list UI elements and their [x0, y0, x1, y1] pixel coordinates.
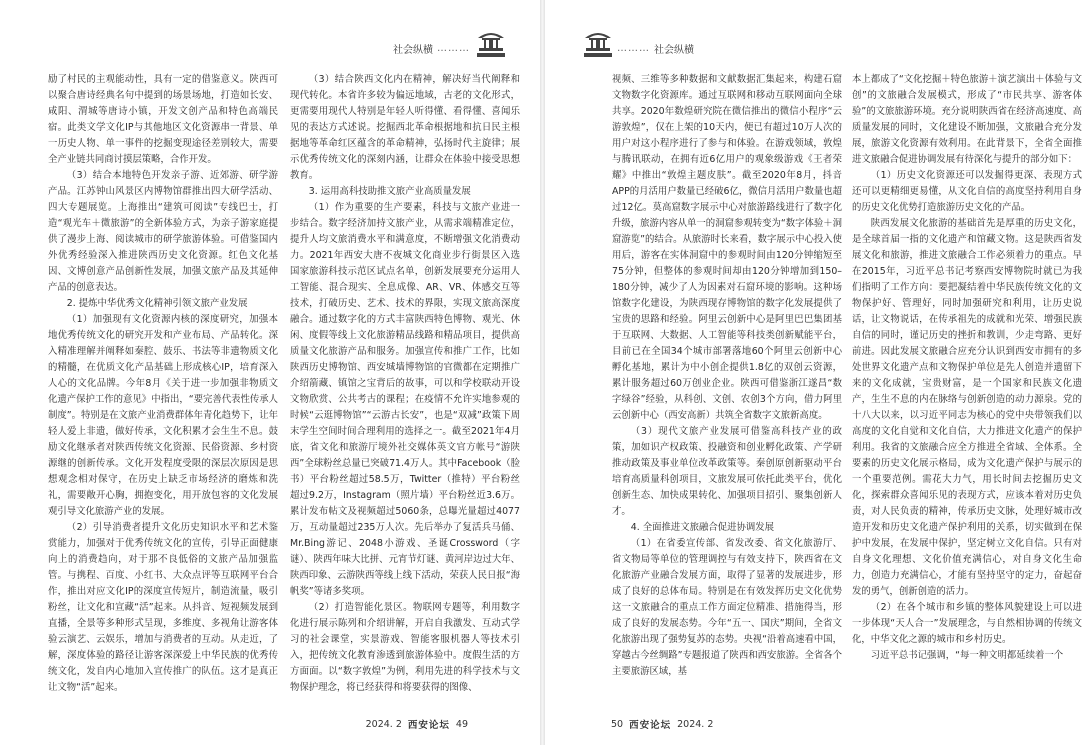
footer-left	[366, 717, 468, 731]
header-title-left: 社会纵横	[393, 44, 433, 56]
footer-issue: 2024. 2	[677, 718, 714, 730]
paragraph: （3）结合陕西文化内在精神，解决好当代阐释和现代转化。本省许多较为偏远地域，古老的文化形式，更需要用现代人特别是年轻人听得懂、看得懂、喜闻乐见的表达方式述说。挖掘西北革命根据地和抗日民主根据地等革命红区蕴含的革命精神，弘扬时代主旋律；展示优秀传统文化的深刻内涵，让群众在体验中接受思想教育。	[290, 74, 520, 181]
section-heading: 2. 提炼中华优秀文化精神引领文旅产业发展	[66, 298, 248, 309]
paragraph: （3）现代文旅产业发展可借鉴高科技产业的政策，加如识产权政策、投融资和创业孵化政策、产学研推动政策及事业单位改革政策等。秦创原创新驱动平台培育高质量科创项目，文旅发展可依托此类平台，优化创新生态、加快成果转化、加强项目招引、聚集创新人才。	[612, 426, 842, 517]
paragraph: （1）在省委宣传部、省发改委、省文化旅游厅、省文物局等单位的管理调控与有效支持下，陕西省在文化旅游产业融合发展方面，取得了显著的发展进步，形成了良好的总体布局。特别是在有效发挥历史文化优势这一文旅融合的重点工作方面定位精准、措施得当，形成了良好的发展态势。今年“五一、国庆”期间，全省文化旅游出现了强势复苏的态势。央视“沿着高速看中国，穿越古今丝绸路”专题报道了陕西和西安旅游。全省各个主要旅游区域，基	[612, 538, 842, 677]
page-number: 49	[455, 718, 468, 730]
paragraph: 陕西发展文化旅游的基础首先是厚重的历史文化，是全球首届一指的文化遗产和馆藏文物。这是陕西省发展文化和旅游，推进文旅融合工作必须着力的重点。早在2015年，习近平总书记考察西安博物院时就已为我们指明了工作方向：要把凝结着中华民族传统文化的文物保护好、管理好，同时加强研究和利用，让历史说话，让文物说话，在传承祖先的成就和光荣、增强民族自信的同时，谨记历史的挫折和教训，少走弯路、更好前进。因此发展文旅融合应充分认识到西安市拥有的多处世界文化遗产点和文物保护单位是先人创造并遗留下来的文化成就，宝贵财富，是一个国家和民族文化遗产，生生不息的内在脉络与创新创造的动力源泉。党的十八大以来，以习近平同志为核心的党中央带领我们以高度的文化自觉和文化自信，大力推进文化遗产的保护利用。我省的文旅融合应全方推进全省域、全体系。全要素的历史文化展示格局，成为文化遗产保护与展示的一个重要范例。需花大力气，用长时间去挖掘历史文化，探索群众喜闻乐见的表现方式，应该本着对历史负责，对人民负责的精神，传承历史文脉，处理好城市改造开发和历史文化遗产保护利用的关系，切实做到在保护中发展，在发展中保护，坚定树立文化自信。只有对自身文化理想、文化价值充满信心，对自身文化生命力，创造力充满信心，才能有坚持坚守的定力，奋起奋发的勇气，创新创造的活力。	[852, 218, 1082, 597]
footer-issue: 2024. 2	[365, 718, 402, 730]
section-heading: 4. 全面推进文旅融合促进协调发展	[630, 522, 774, 533]
paragraph: （2）在各个城市和乡镇的整体风貌建设上可以进一步体现“天人合一”发展理念，与自然相协调的传统文化，中华文化之源的城市和乡村历史。	[852, 602, 1082, 645]
footer-magazine: 西安论坛	[407, 720, 450, 731]
paragraph: （1）加强现有文化资源内核的深度研究，加强本地优秀传统文化的研究开发和产业布局、产品转化。深入精准理解并阐释如秦腔、鼓乐、书法等非遗物质文化的精髓，在优质文化产品基础上形成核心IP，培育深入人心的文化品牌。今年8月《关于进一步加强非物质文化遗产保护工作的意见》中指出，“要完善代表性传承人制度”。特别是在文旅产业消费群体年青化趋势下，让年轻人爱上非遗，做好传承，文化积累才会生生不息。鼓励文化继承者对陕西传统文化资源、民俗资源、乡村资源继的创新传承。文化开发程度受限的深层次原因是思想观念相对保守，在历史上缺乏市场经济的磨炼和洗礼，需要敞开心胸，拥抱变化，用开放包容的文化发展观引导文化旅游产业的发展。	[48, 314, 278, 517]
page-number: 50	[611, 718, 624, 730]
right-page	[545, 0, 1085, 745]
left-page	[0, 0, 540, 745]
left-page-column-1	[48, 72, 278, 696]
paragraph: 本上都成了“文化挖掘＋特色旅游＋演艺演出＋体验与文创”的文旅融合发展模式，形成了“市民共享、游客体验”的文旅旅游环境。充分说明陕西省在经济高速度、高质量发展的同时，文化建设不断加强，文旅融合充分发展，旅游文化资源有效利用。在此背景下，全省全面推进文旅融合促进协调发展有待深化与提升的部分如下：	[852, 74, 1082, 165]
footer-right	[611, 717, 713, 731]
running-header-right	[617, 38, 694, 58]
header-dots-right: ………	[617, 42, 650, 54]
footer-magazine: 西安论坛	[629, 720, 672, 731]
paragraph: （2）引导消费者提升文化历史知识水平和艺术鉴赏能力，加强对于优秀传统文化的宣传，引导正面健康向上的消费趋向，对于那不良低俗的文旅产品加强监管。与携程、百度、小红书、大众点评等互联网平台合作，推出对应文化IP的深度宣传短片，制造流量，吸引粉丝，让文化和宣藏“活”起来。从抖音、短视频发展到直播，全景等多种形式呈现，多维度、多视角让游客体验云演艺、云娱乐，增加与消费者的互动。从走近，了解，深度体验的路径让游客深深爱上中华民族的优秀传统文化，发自内心地加入宣传推广的队伍。这才是真正让文物“活”起来。	[48, 522, 278, 693]
paragraph: 视频、三维等多种数据和文献数据汇集起来，构建石窟文物数字化资源库。通过互联网和移动互联网面向全球共享。2020年数煌研究院在微信推出的微信小程序“云游敦煌”，仅在上架的10天内，便已有超过10万人次的用户对这小程序进行了参与和体验。在游戏领域，敦煌与腾讯联动，在拥有近6亿用户的观象级游戏《王者荣耀》中推出“敦煌主题皮肤”。截至2020年8月，抖音APP的月活用户数量已经破6亿，微信月活用户数量也超过12亿。莫高窟数字展示中心对旅游路线进行了数字化升级，旅游内容从单一的洞窟参观转变为“数字体验＋洞窟游览”的结合。从旅游时长来看，数字展示中心投入使用后，游客在实体洞窟中的参观时间由120分钟缩短至75分钟，但整体的参观时间却由120分钟增加到150–180分钟，减少了人为因素对石窟环境的影响。这种场馆数字化建设，为陕西现存博物馆的数字化发展提供了宝贵的思路和经验。阿里云创新中心是阿里巴巴集团基于互联网、大数据、人工智能等科技类创新赋能平台，目前已在全国34个城市部署落地60个阿里云创新中心孵化基地，累计为中小创企提供1.8亿的双创云资源，累计服务超过60万创业企业。陕西可借鉴浙江遂昌“数字绿谷”经验，从科创、文创、农创3个方向，借力阿里云创新中心（西安高新）共筑全省数字文旅新高度。	[612, 74, 842, 421]
section-heading: 3. 运用高科技助推文旅产业高质量发展	[308, 186, 471, 197]
running-header-left	[393, 38, 470, 58]
right-page-column-2	[852, 72, 1082, 664]
header-title-right: 社会纵横	[654, 44, 694, 56]
paragraph: 习近平总书记强调，“每一种文明都延续着一个	[870, 650, 1064, 661]
paragraph: （2）打造智能化景区。物联网专题等，利用数字化进行展示陈列和介绍讲解，开启自我激发、互动式学习的社会课堂，实景游戏、智能客服机器人等技术引入，把传统文化教育渗透到旅游体验中。度假生活的方方面面。以“数字敦煌”为例，利用先进的科学技术与文物保护理念，将已经获得和将要获得的图像、	[290, 602, 520, 693]
left-page-column-2	[290, 72, 520, 696]
paragraph: 励了村民的主观能动性，具有一定的借鉴意义。陕西可以聚合唐诗经典名句中提到的场景场地，打造如长安、咸阳、渭城等唐诗小镇，开发文创产品和特色高端民宿。此类文学文化IP与其他地区文化资源串一背景、单一历史人物、单一事件的挖掘变现途径差别较大，需要全产业链共同商讨摸层策略，合作开发。	[48, 74, 278, 165]
paragraph: （3）结合本地特色开发亲子游、近郊游、研学游产品。江苏钟山风景区内博物馆群推出四大研学活动、四大专题展览。上海推出“建筑可阅读”专线巴士，打造“观光车＋微旅游”的全新体验方式，为亲子游家庭提供了漫步上海、阅读城市的研学旅游体验。可借鉴国内外优秀经验深入推进陕西历史文化资源。红色文化基因、文博创意产品创新性发展，加强文旅产品及其延伸产品的创意表达。	[48, 170, 278, 293]
header-dots-left: ………	[437, 42, 470, 54]
paragraph: （1）历史文化资源还可以发掘得更深、表现方式还可以更精细更易懂，从文化自信的高度坚持利用自身的历史文化优势打造旅游历史文化的产品。	[852, 170, 1082, 213]
pavilion-logo-icon	[476, 26, 506, 60]
paragraph: （1）作为重要的生产要素，科技与文旅产业进一步结合。数字经济加持文旅产业，从需求端精准定位，提升人均文旅消费水平和满意度，不断增强文化消费动力。2021年西安大唐不夜城文化商业步行街景区入选国家旅游科技示范区试点名单，创新发展要充分运用人工智能、混合现实、全息成像、AR、VR、体感交互等技术，打破历史、艺术、技术的界限，实现文旅高深度融合。通过数字化的方式丰富陕西特色博物、观光、休闲、度假等线上文化旅游精品线路和精品项目，提供高质量文化旅游产品和服务。加强宣传和推广工作，比如陕西历史博物馆、西安城墙博物馆的官微都在定期推广介绍箭藏、镇馆之宝背后的故事，可以和学校联动开设文物欣赏、公共考古的课程；在疫情不允许实地参观的时候“云逛博物馆”“云游古长安”，也是“双减”政策下周末学生空间时间合理利用的选择之一。截至2021年4月底，省文化和旅游厅境外社交媒体英文官方帐号“游陕西”全球粉丝总量已突破71.4万人。其中Facebook（脸书）平台粉丝超过58.5万，Twitter（推特）平台粉丝超过9.2万，Instagram（照片墙）平台粉丝近3.6万。累计发布帖文及视频超过5060条，总曝光量超过4077万，互动量超过235万人次。先后举办了复活兵马俑、Mr.Bing游记、2048小游戏、圣诞Crossword（字谜）、陕西年味大比拼、元宵节灯谜、黄河岸边过大年、陕西印象、云游陕西等线上线下活动，荣获人民日报“海帆奖”等诸多奖项。	[290, 202, 520, 597]
right-page-column-1	[612, 72, 842, 680]
pavilion-logo-icon	[583, 26, 613, 60]
